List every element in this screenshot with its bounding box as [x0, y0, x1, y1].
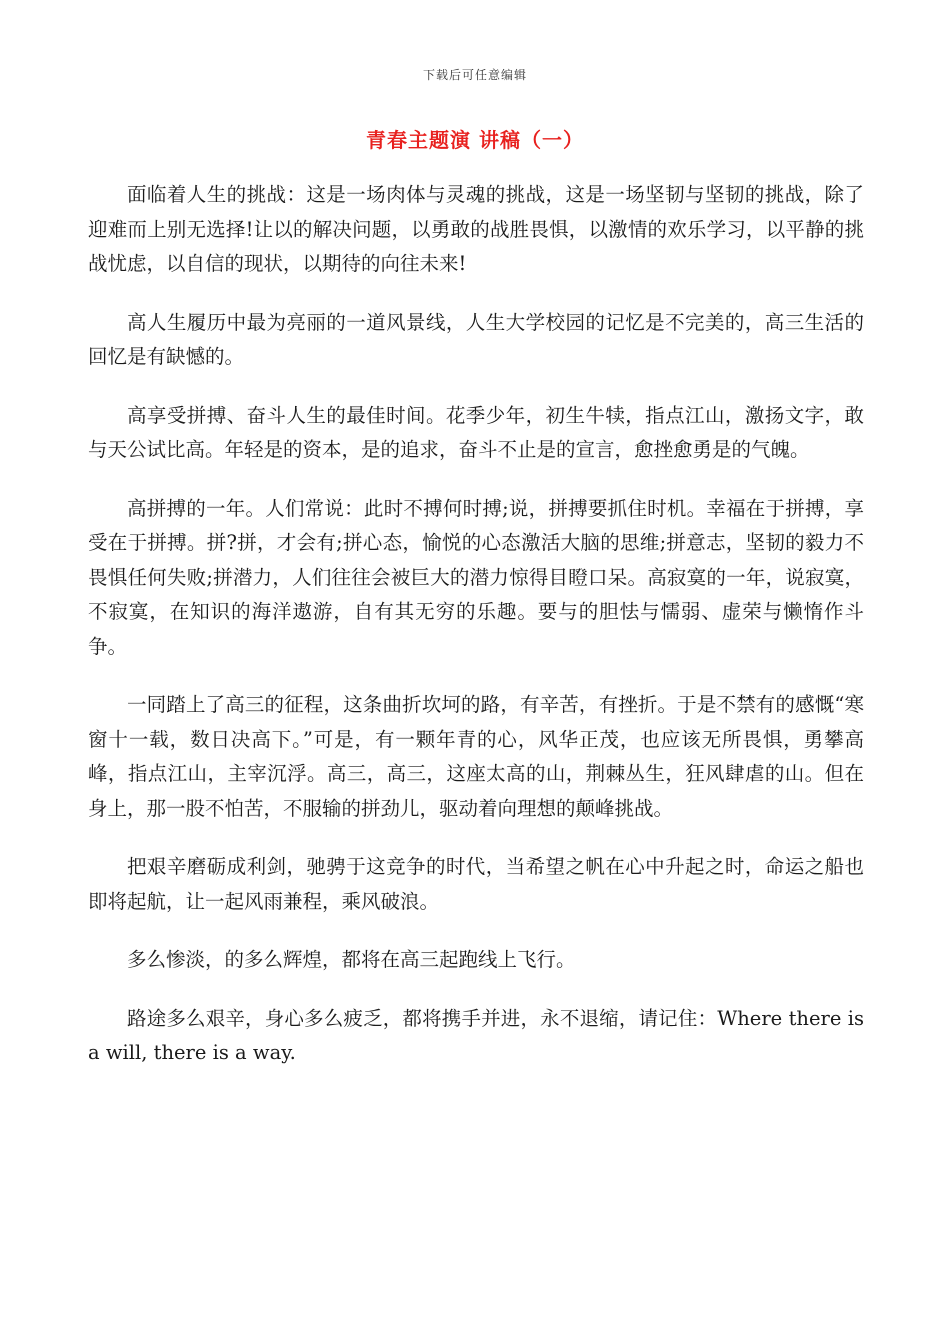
paragraph-1: 面临着人生的挑战：这是一场肉体与灵魂的挑战，这是一场坚韧与坚韧的挑战，除了迎难而上别无选择!让以的解决问题，以勇敢的战胜畏惧，以激情的欢乐学习，以平静的挑战忧虑，以自信的现状，以期待的向往未来!: [88, 183, 864, 275]
paragraph-8: 路途多么艰辛，身心多么疲乏，都将携手并进，永不退缩，请记住：Where there is a will, there is a way.: [88, 1006, 864, 1064]
paragraph-4: 高拼搏的一年。人们常说：此时不搏何时搏;说，拼搏要抓住时机。幸福在于拼搏，享受在于拼搏。拼?拼，才会有;拼心态，愉悦的心态激活大脑的思维;拼意志，坚韧的毅力不畏惧任何失败;拼潜力，人们往往会被巨大的潜力惊得目瞪口呆。高寂寞的一年，说寂寞，不寂寞，在知识的海洋遨游，自有其无穷的乐趣。要与的胆怯与懦弱、虚荣与懒惰作斗争。: [88, 496, 864, 658]
paragraph-3: 高享受拼搏、奋斗人生的最佳时间。花季少年，初生牛犊，指点江山，激扬文字，敢与天公试比高。年轻是的资本，是的追求，奋斗不止是的宣言，愈挫愈勇是的气魄。: [88, 403, 864, 461]
paragraph-5: 一同踏上了高三的征程，这条曲折坎坷的路，有辛苦，有挫折。于是不禁有的感慨“寒窗十一载，数日决高下。”可是，有一颗年青的心，风华正茂，也应该无所畏惧，勇攀高峰，指点江山，主宰沉浮。高三，高三，这座太高的山，荆棘丛生，狂风肆虐的山。但在身上，那一股不怕苦，不服输的拼劲儿，驱动着向理想的颠峰挑战。: [88, 693, 864, 820]
paragraph-7: 多么惨淡，的多么辉煌，都将在高三起跑线上飞行。: [127, 948, 576, 971]
document-title: 青春主题演 讲稿（一）: [366, 128, 584, 152]
header-note: 下载后可任意编辑: [422, 68, 527, 82]
paragraph-2: 高人生履历中最为亮丽的一道风景线，人生大学校园的记忆是不完美的，高三生活的回忆是有缺憾的。: [88, 310, 864, 368]
paragraph-6: 把艰辛磨砺成利剑，驰骋于这竞争的时代，当希望之帆在心中升起之时，命运之船也即将起航，让一起风雨兼程，乘风破浪。: [88, 855, 864, 913]
document-body: [88, 178, 864, 1095]
